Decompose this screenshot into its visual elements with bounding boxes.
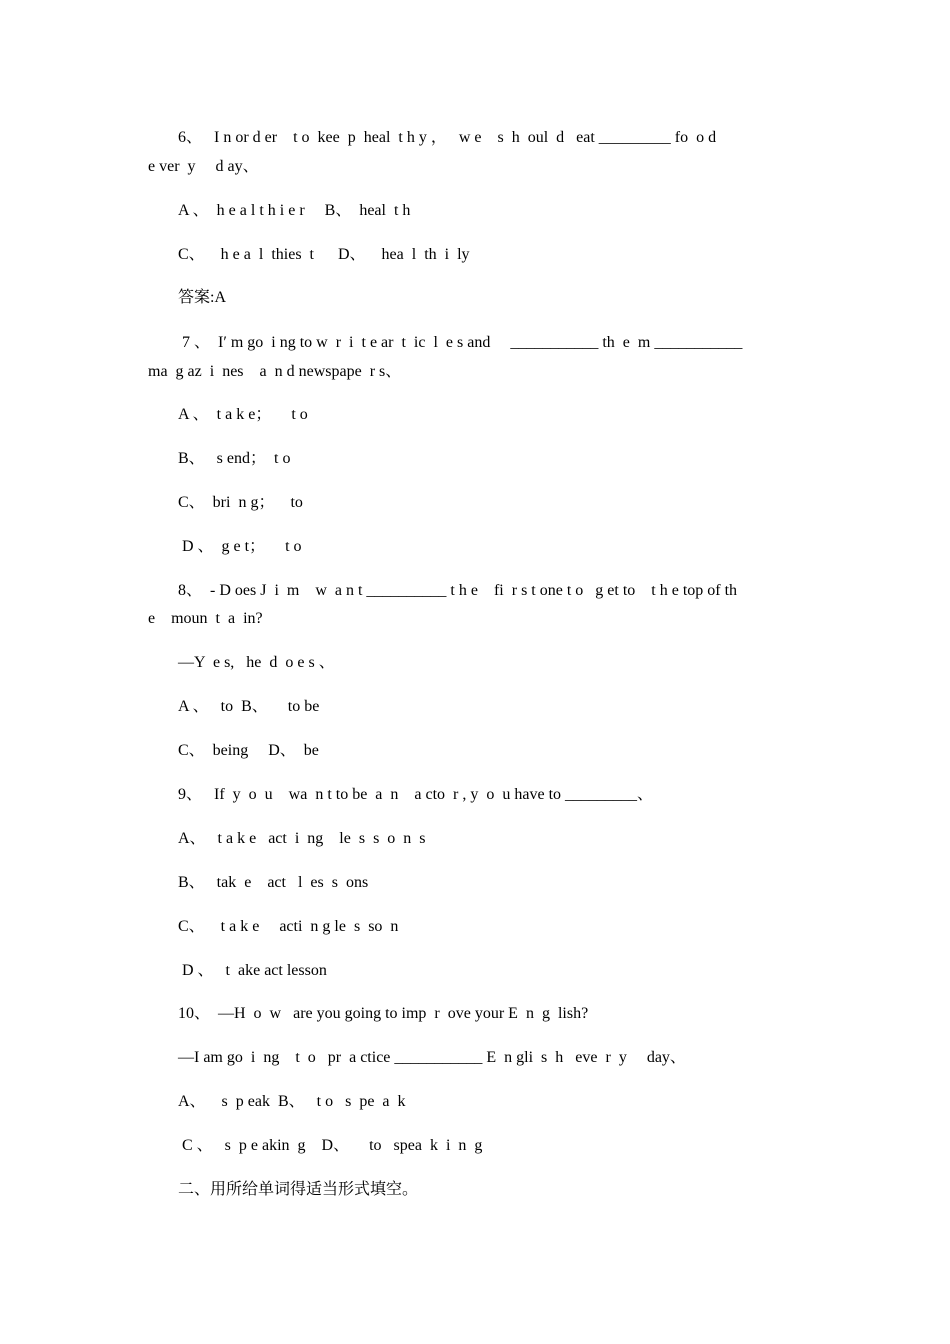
q8-options-c-d: C、 being D、 be <box>178 742 319 759</box>
q8-stem-line2: e moun t a in? <box>148 610 263 627</box>
q7-option-a: A 、 t a k e； t o <box>178 406 308 423</box>
q7-option-b: B、 s end； t o <box>178 450 291 467</box>
q6-options-c-d: C、 h e a l thies t D、 hea l th i ly <box>178 246 470 263</box>
q8-stem-line1: 8、 - D oes J i m w a n t __________ t h e fi r s t one t o g et to t h e top of th <box>178 582 738 599</box>
q9-option-a: A、 t a k e act i ng le s s o n s <box>178 830 426 847</box>
q9-option-c: C、 t a k e acti n g le s so n <box>178 918 399 935</box>
q9-option-b: B、 tak e act l es s ons <box>178 874 369 891</box>
q6-stem-line2: e ver y d ay、 <box>148 158 259 175</box>
q10-options-a-b: A、 s p eak B、 t o s pe a k <box>178 1093 406 1110</box>
q6-options-a-b: A 、 h e a l t h i e r B、 heal t h <box>178 202 411 219</box>
section2-heading: 二、用所给单词得适当形式填空。 <box>178 1181 419 1198</box>
q6-stem-line1: 6、 I n or d er t o kee p heal t h y ， w e s h oul d eat _________ fo o d <box>178 129 717 146</box>
q8-reply: —Y e s, he d o e s 、 <box>178 654 335 671</box>
q9-stem: 9、 If y o u wa n t to be a n a cto r , y o u have to _________、 <box>178 786 654 803</box>
q10-reply: —I am go i ng t o pr a ctice ___________ E n gli s h eve r y day、 <box>178 1049 686 1066</box>
q7-option-d: D 、 g e t； t o <box>178 538 302 555</box>
q7-stem-line2: ma g az i nes a n d newspape r s、 <box>148 363 402 380</box>
q7-option-c: C、 bri n g； to <box>178 494 303 511</box>
q8-options-a-b: A 、 to B、 to be <box>178 698 320 715</box>
q10-options-c-d: C 、 s p e akin g D、 to spea k i n g <box>178 1137 483 1154</box>
q7-stem-line1: 7 、 I′ m go i ng to w r i t e ar t ic l e s and ___________ th e m ___________ <box>178 334 743 351</box>
q10-stem: 10、 —H o w are you going to imp r ove your E n g lish? <box>178 1005 589 1022</box>
q6-answer: 答案:A <box>178 289 227 306</box>
q9-option-d: D 、 t ake act lesson <box>178 962 327 979</box>
